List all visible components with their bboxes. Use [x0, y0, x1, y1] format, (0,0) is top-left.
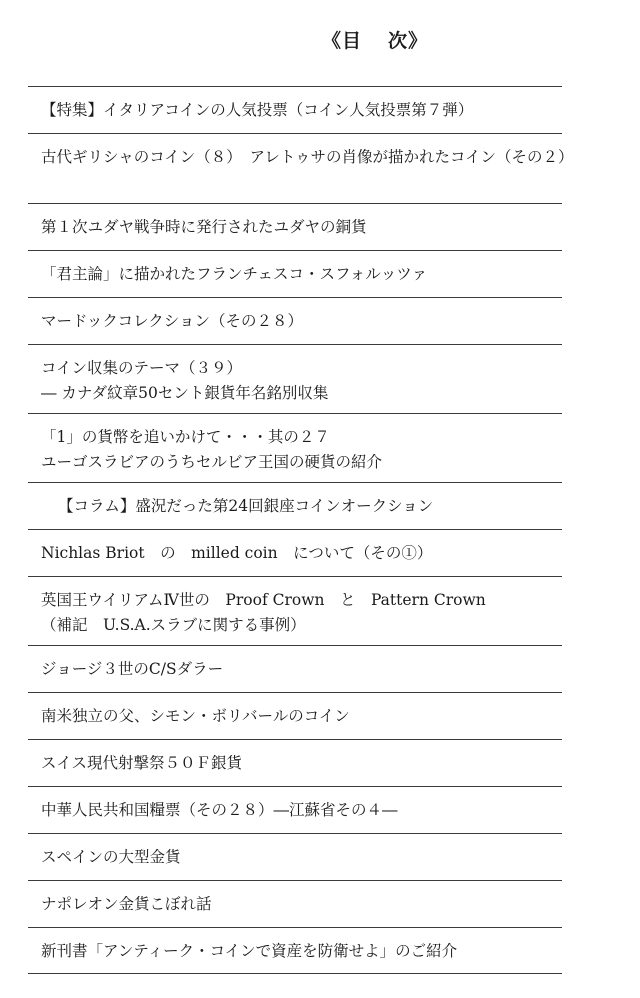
toc-entry [28, 344, 562, 413]
page-title-right: 次》 [388, 30, 429, 52]
table-of-contents [28, 86, 574, 974]
toc-entry-title: ジョージ３世のC/Sダラー [41, 660, 224, 678]
toc-entry [28, 250, 562, 297]
toc-entry-title: 【特集】イタリアコインの人気投票（コイン人気投票第７弾） [41, 101, 474, 119]
toc-entry [28, 833, 562, 880]
toc-entry-title: スイス現代射撃祭５０Ｆ銀貨 [41, 754, 243, 772]
toc-entry-subtitle: （補記 U.S.A.スラブに関する事例） [41, 616, 306, 634]
toc-entry [28, 786, 562, 833]
toc-entry [28, 576, 562, 645]
toc-entry [28, 482, 562, 529]
toc-entry-title: 古代ギリシャのコイン（８） アレトゥサの肖像が描かれたコイン（その２） [41, 148, 574, 166]
toc-entry [28, 529, 562, 576]
toc-entry-title: 「1」の貨幣を追いかけて・・・其の２７ [41, 428, 330, 446]
page-title [322, 26, 428, 53]
toc-entry-title: 「君主論」に描かれたフランチェスコ・スフォルッツァ [41, 265, 428, 283]
toc-entry-title: 中華人民共和国糧票（その２８）―江蘇省その４― [41, 801, 398, 819]
toc-entry-subtitle: ― カナダ紋章50セント銀貨年名銘別収集 [41, 384, 329, 402]
toc-entry-title: 【コラム】盛況だった第24回銀座コインオークション [58, 497, 434, 515]
toc-entry [28, 927, 562, 974]
toc-entry [28, 86, 562, 133]
toc-entry [28, 133, 574, 203]
toc-entry-title: マードックコレクション（その２８） [41, 312, 303, 330]
toc-entry [28, 692, 562, 739]
toc-entry-title: Nichlas Briot の milled coin について（その①） [41, 544, 433, 562]
toc-entry-title: 南米独立の父、シモン・ボリバールのコイン [41, 707, 350, 725]
toc-entry [28, 739, 562, 786]
toc-entry-title: 新刊書「アンティーク・コインで資産を防衛せよ」のご紹介 [41, 942, 458, 960]
toc-entry-title: スペインの大型金貨 [41, 848, 181, 866]
toc-entry-title: コイン収集のテーマ（３９） [41, 359, 243, 377]
toc-entry [28, 645, 562, 692]
toc-entry-title: 英国王ウイリアムⅣ世の Proof Crown と Pattern Crown [41, 591, 486, 609]
page-title-left: 《目 [322, 30, 363, 52]
toc-entry [28, 203, 562, 250]
toc-entry [28, 413, 562, 482]
toc-entry [28, 297, 562, 344]
toc-entry-subtitle: ユーゴスラビアのうちセルビア王国の硬貨の紹介 [41, 453, 383, 471]
toc-entry [28, 880, 562, 927]
toc-entry-title: 第１次ユダヤ戦争時に発行されたユダヤの銅貨 [41, 218, 367, 236]
toc-entry-title: ナポレオン金貨こぼれ話 [41, 895, 212, 913]
